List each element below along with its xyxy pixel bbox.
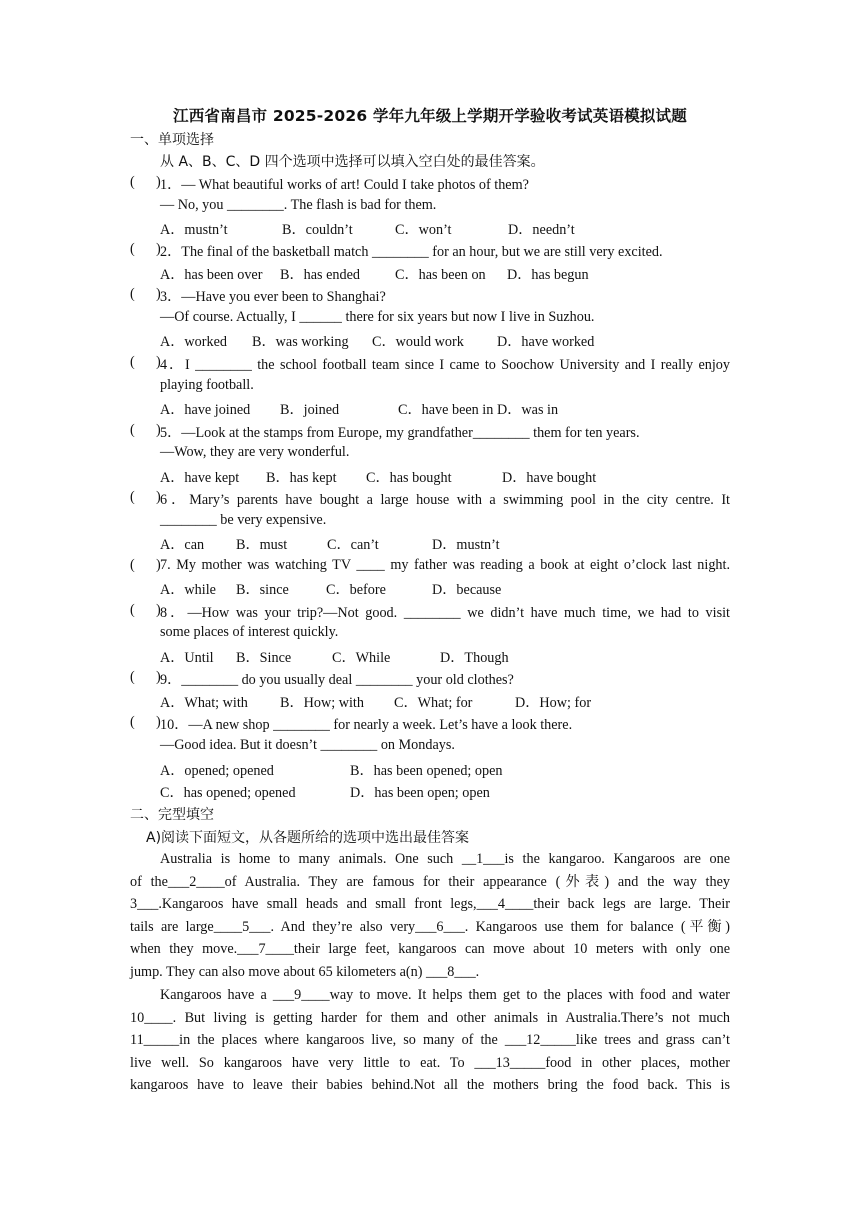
option-a: A．while <box>160 582 216 598</box>
question-stem-continued: —Good idea. But it doesn’t ________ on Mondays. <box>160 737 455 753</box>
question-3 <box>130 286 730 306</box>
option-d: D．has begun <box>507 267 589 283</box>
question-stem-continued: — No, you ________. The flash is bad for them. <box>160 197 437 213</box>
option-a: A．opened; opened <box>160 763 274 779</box>
question-stem: 7. My mother was watching TV ____ my father was reading a book at eight o’clock last night. <box>160 557 730 573</box>
question-6 <box>130 489 730 509</box>
paragraph-line: 11_____in the places where kangaroos live, so many of the ___12_____like trees and grass can’t <box>130 1032 730 1049</box>
question-2 <box>130 241 730 261</box>
question-5 <box>130 422 730 442</box>
question-stem: 2．The final of the basketball match ________ for an hour, but we are still very excited. <box>160 244 663 260</box>
question-stem-continued: ________ be very expensive. <box>160 512 327 528</box>
option-b: B．has ended <box>280 267 360 283</box>
paragraph-line: kangaroos have to leave their babies behind.Not all the mothers bring the food back. This is <box>130 1077 730 1094</box>
question-stem-continued: —Wow, they are very wonderful. <box>160 444 350 460</box>
option-d: D．have worked <box>497 334 595 350</box>
option-c: C．What; for <box>394 695 473 711</box>
question-stem: 3．—Have you ever been to Shanghai? <box>160 289 386 305</box>
section-instruction: 从 A、B、C、D 四个选项中选择可以填入空白处的最佳答案。 <box>160 154 545 170</box>
option-b: B．must <box>236 537 288 553</box>
option-c: C．has been on <box>395 267 486 283</box>
option-d: D．mustn’t <box>432 537 500 553</box>
paragraph-line: jump. They can also move about 65 kilometers a(n) ___8___. <box>130 963 480 980</box>
answer-bracket[interactable]: ( ) <box>130 286 161 302</box>
option-b: B．How; with <box>280 695 364 711</box>
option-c: C．can’t <box>327 537 379 553</box>
option-a: A．have kept <box>160 470 240 486</box>
answer-bracket[interactable]: ( ) <box>130 174 161 190</box>
option-d: D．Though <box>440 650 509 666</box>
question-stem-continued: playing football. <box>160 377 254 393</box>
section-heading-single-choice: 一、单项选择 <box>130 132 214 148</box>
question-7 <box>130 557 730 577</box>
question-4 <box>130 354 730 374</box>
option-a: A．What; with <box>160 695 248 711</box>
option-c: C．has opened; opened <box>160 785 296 801</box>
question-stem-continued: —Of course. Actually, I ______ there for six years but now I live in Suzhou. <box>160 309 595 325</box>
question-stem: 1．— What beautiful works of art! Could I take photos of them? <box>160 177 529 193</box>
question-8 <box>130 602 730 622</box>
option-c: C．have been in <box>398 402 494 418</box>
option-a: A．has been over <box>160 267 263 283</box>
paragraph-line: Kangaroos have a ___9____way to move. It helps them get to the places with food and water <box>160 987 730 1003</box>
paragraph-line: 3___.Kangaroos have small heads and small front legs,___4____their back legs are large. Their <box>130 896 730 913</box>
paragraph-line: tails are large____5___. And they’re also very___6___. Kangaroos use them for balance (平衡) <box>130 918 730 935</box>
answer-bracket[interactable]: ( ) <box>130 602 161 618</box>
question-stem-continued: some places of interest quickly. <box>160 624 339 640</box>
option-c: C．has bought <box>366 470 452 486</box>
option-a: A．have joined <box>160 402 251 418</box>
answer-bracket[interactable]: ( ) <box>130 714 161 730</box>
paragraph-line: 10____. But living is getting harder for them and other animals in Australia.There’s not much <box>130 1009 730 1026</box>
question-stem: 9．________ do you usually deal ________ your old clothes? <box>160 672 514 688</box>
option-d: D．has been open; open <box>350 785 490 801</box>
answer-bracket[interactable]: ( ) <box>130 241 161 257</box>
question-stem: 5．—Look at the stamps from Europe, my grandfather________ them for ten years. <box>160 425 640 441</box>
question-10 <box>130 714 730 734</box>
answer-bracket[interactable]: ( ) <box>130 489 161 505</box>
option-b: B．was working <box>252 334 349 350</box>
answer-bracket[interactable]: ( ) <box>130 422 161 438</box>
option-b: B．couldn’t <box>282 222 353 238</box>
question-stem: 4．I ________ the school football team since I came to Soochow University and I really enjoy <box>160 357 730 373</box>
option-b: B．joined <box>280 402 340 418</box>
option-c: C．won’t <box>395 222 452 238</box>
cloze-paragraph-2 <box>130 984 730 1097</box>
option-a: A．Until <box>160 650 214 666</box>
option-d: D．because <box>432 582 502 598</box>
option-c: C．would work <box>372 334 464 350</box>
paragraph-line: of the___2____of Australia. They are famous for their appearance (外表) and the way they <box>130 873 730 890</box>
question-stem: 10．—A new shop ________ for nearly a week. Let’s have a look there. <box>160 717 573 733</box>
option-d: D．was in <box>497 402 559 418</box>
question-stem: 6．Mary’s parents have bought a large house with a swimming pool in the city centre. It <box>160 492 730 508</box>
paragraph-line: when they move.___7____their large feet, kangaroos can move about 10 meters with only one <box>130 941 730 958</box>
option-b: B．has been opened; open <box>350 763 503 779</box>
answer-bracket[interactable]: ( ) <box>130 669 161 685</box>
option-d: D．have bought <box>502 470 597 486</box>
option-a: A．can <box>160 537 205 553</box>
option-b: B．has kept <box>266 470 337 486</box>
cloze-paragraph-1 <box>130 848 730 984</box>
answer-bracket[interactable]: ( ) <box>130 354 161 370</box>
paragraph-line: live well. So kangaroos have very little to eat. To ___13_____food in other places, mother <box>130 1054 730 1071</box>
page-title: 江西省南昌市 2025-2026 学年九年级上学期开学验收考试英语模拟试题 <box>173 107 687 125</box>
option-b: B．since <box>236 582 289 598</box>
question-1 <box>130 174 730 194</box>
paragraph-line: Australia is home to many animals. One such __1___is the kangaroo. Kangaroos are one <box>160 851 730 867</box>
option-a: A．mustn’t <box>160 222 228 238</box>
answer-bracket[interactable]: ( ) <box>130 557 161 573</box>
question-9 <box>130 669 730 689</box>
section-heading-cloze: 二、完型填空 <box>130 807 214 823</box>
option-b: B．Since <box>236 650 292 666</box>
question-stem: 8．—How was your trip?—Not good. ________ we didn’t have much time, we had to visit <box>160 605 730 621</box>
option-c: C．While <box>332 650 391 666</box>
cloze-instruction: A)阅读下面短文，从各题所给的选项中选出最佳答案 <box>146 830 470 846</box>
option-d: D．needn’t <box>508 222 575 238</box>
option-a: A．worked <box>160 334 227 350</box>
option-c: C．before <box>326 582 386 598</box>
option-d: D．How; for <box>515 695 592 711</box>
